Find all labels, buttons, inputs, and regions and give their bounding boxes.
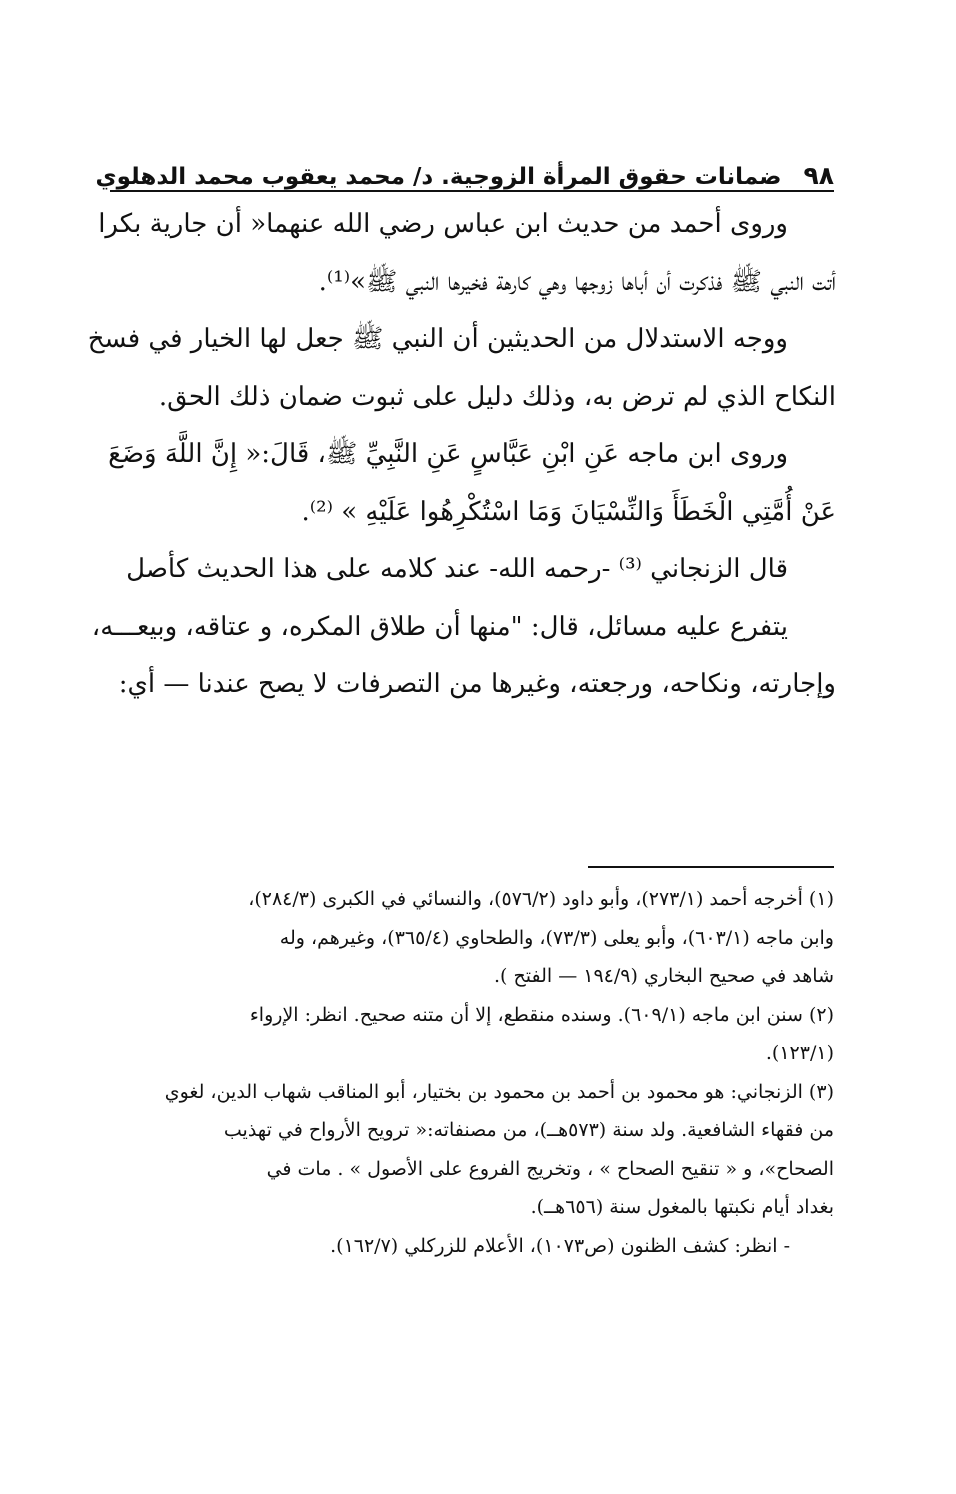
text-line: أتت النبي ﷺ فذكرت أن أباها زوجها وهي كارهة فخيرها النبي ﷺ»⁽¹⁾. xyxy=(318,266,836,297)
text-line: يتفرع عليه مسائل، قال: "منها أن طلاق المكره، و عتاقه، وبيعـــه، xyxy=(91,611,788,642)
footnotes xyxy=(118,880,834,1265)
footnote-line: (١٢٣/١). xyxy=(765,1042,834,1064)
footnote xyxy=(118,1073,834,1227)
running-header xyxy=(95,150,834,190)
footnote-line: - انظر: كشف الظنون (ص١٠٧٣)، الأعلام للزركلي (١٦٢/٧). xyxy=(330,1234,790,1257)
footnote-reference xyxy=(118,1227,834,1266)
footnote-line: الصحاح»، و « تنقيح الصحاح » ، وتخريج الفروع على الأصول » . مات في xyxy=(266,1157,834,1180)
footnote-line: وابن ماجه (٦٠٣/١)، وأبو يعلى (٧٣/٣)، والطحاوي (٣٦٥/٤)، وغيرهم، وله xyxy=(279,926,834,949)
text-line: قال الزنجاني ⁽³⁾ -رحمه الله- عند كلامه على هذا الحديث كأصل xyxy=(126,554,788,584)
text-line: وروى ابن ماجه عَنِ ابْنِ عَبَّاسٍ عَنِ النَّبِيِّ ﷺ، قَالَ:« إِنَّ اللَّهَ وَضَعَ xyxy=(108,439,788,469)
footnote-line: (٣) الزنجاني: هو محمود بن أحمد بن محمود بن بختيار، أبو المناقب شهاب الدين، لغوي xyxy=(164,1080,834,1103)
header-rule xyxy=(110,190,834,192)
header-title: ضمانات حقوق المرأة الزوجية. د/ محمد يعقوب محمد الدهلوي xyxy=(95,164,782,190)
paragraph xyxy=(108,426,836,541)
text-line: وروى أحمد من حديث ابن عباس رضي الله عنهما« أن جارية بكرا xyxy=(98,209,788,239)
footnote-line: شاهد في صحيح البخاري (١٩٤/٩ — الفتح ). xyxy=(494,965,834,987)
text-line: ووجه الاستدلال من الحديثين أن النبي ﷺ جعل لها الخيار في فسخ xyxy=(87,324,788,354)
text-line: النكاح الذي لم ترض به، وذلك دليل على ثبوت ضمان ذلك الحق. xyxy=(158,381,836,412)
text-line: وإجارته، ونكاحه، ورجعته، وغيرها من التصرفات لا يصح عندنا — أي: xyxy=(118,669,836,699)
text-line: عَنْ أُمَّتِي الْخَطَأَ وَالنِّسْيَانَ وَمَا اسْتُكْرِهُوا عَلَيْهِ » ⁽²⁾. xyxy=(301,496,836,527)
footnote-line: بغداد أيام نكبتها بالمغول سنة (٦٥٦هــ). xyxy=(530,1196,834,1218)
footnote xyxy=(118,996,834,1073)
paragraph xyxy=(87,311,836,426)
footnote xyxy=(118,880,834,996)
footnote-line: من فقهاء الشافعية. ولد سنة (٥٧٣هــ)، من مصنفاته:« ترويح الأرواح في تهذيب xyxy=(223,1119,834,1141)
footnote-line: (٢) سنن ابن ماجه (٦٠٩/١). وسنده منقطع، إلا أن متنه صحيح. انظر: الإرواء xyxy=(249,1003,834,1026)
footnote-separator xyxy=(588,866,834,868)
paragraph xyxy=(98,196,836,311)
page-number: ٩٨ xyxy=(803,161,834,190)
footnote-line: (١) أخرجه أحمد (٢٧٣/١)، وأبو داود (٥٧٦/٢)، والنسائي في الكبرى (٢٨٤/٣)، xyxy=(248,888,834,910)
paragraph xyxy=(91,541,836,714)
body-text xyxy=(87,196,836,714)
